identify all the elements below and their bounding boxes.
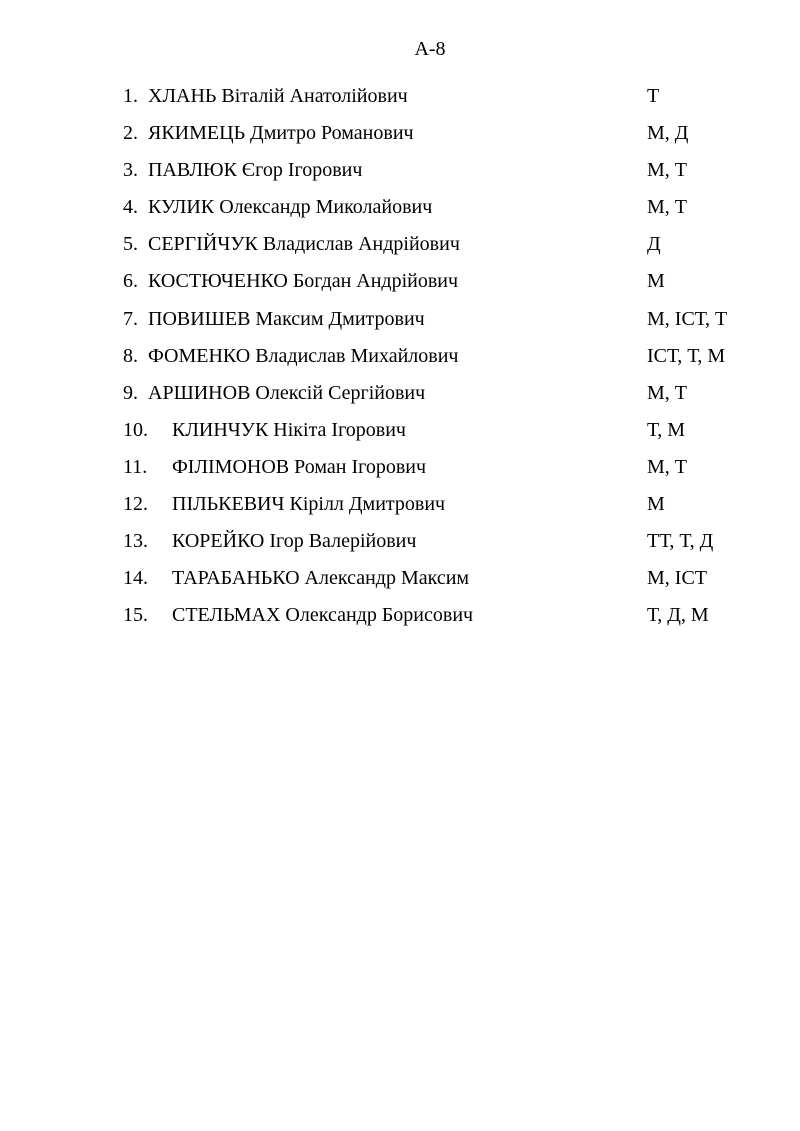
student-name: ФОМЕНКО Владислав Михайлович [148, 344, 459, 367]
subject-codes: М [647, 493, 665, 516]
subject-codes: Т [647, 85, 660, 107]
list-item [0, 84, 800, 121]
student-name: СТЕЛЬМАХ Олександр Борисович [172, 604, 474, 627]
list-item [0, 307, 800, 344]
list-item [0, 269, 800, 306]
student-name: АРШИНОВ Олексій Сергійович [148, 381, 426, 404]
item-number: 1. [123, 85, 138, 107]
list-item [0, 344, 800, 381]
student-name: ПОВИШЕВ Максим Дмитрович [148, 307, 425, 330]
list-item [0, 121, 800, 158]
item-number: 15. [123, 604, 148, 627]
item-number: 8. [123, 344, 138, 367]
item-number: 5. [123, 233, 138, 256]
student-name: ТАРАБАНЬКО Александр Максим [172, 567, 470, 590]
list-item [0, 381, 800, 418]
item-number: 9. [123, 381, 138, 404]
subject-codes: М, Т [647, 159, 687, 182]
list-item [0, 492, 800, 529]
subject-codes: М, Т [647, 455, 687, 478]
list-item [0, 158, 800, 195]
page-title: А-8 [414, 38, 446, 60]
item-number: 10. [123, 418, 148, 441]
subject-codes: ТТ, Т, Д [647, 530, 714, 553]
list-item [0, 455, 800, 492]
item-number: 11. [123, 455, 148, 478]
subject-codes: М, ІСТ, Т [647, 307, 728, 330]
subject-codes: Т, М [647, 418, 685, 441]
student-name: ХЛАНЬ Віталій Анатолійович [148, 85, 408, 107]
subject-codes: М, ІСТ [647, 567, 707, 590]
student-name: ФІЛІМОНОВ Роман Ігорович [172, 455, 427, 478]
item-number: 14. [123, 567, 148, 590]
item-number: 7. [123, 307, 138, 330]
student-list [0, 84, 800, 640]
subject-codes: М, Д [647, 122, 689, 145]
list-item [0, 529, 800, 566]
item-number: 6. [123, 270, 138, 293]
item-number: 4. [123, 196, 138, 219]
student-name: СЕРГІЙЧУК Владислав Андрійович [148, 233, 460, 256]
item-number: 12. [123, 493, 148, 516]
student-name: КОСТЮЧЕНКО Богдан Андрійович [148, 270, 459, 293]
student-name: ПІЛЬКЕВИЧ Кірілл Дмитрович [172, 493, 446, 516]
subject-codes: Д [647, 233, 661, 256]
list-item [0, 418, 800, 455]
subject-codes: М [647, 270, 665, 293]
item-number: 2. [123, 122, 138, 145]
subject-codes: М, Т [647, 196, 687, 219]
subject-codes: Т, Д, М [647, 604, 709, 627]
list-item [0, 603, 800, 640]
student-name: КЛИНЧУК Нікіта Ігорович [172, 418, 406, 441]
subject-codes: М, Т [647, 381, 687, 404]
list-item [0, 232, 800, 269]
list-item [0, 195, 800, 232]
student-name: КУЛИК Олександр Миколайович [148, 196, 433, 219]
student-name: КОРЕЙКО Ігор Валерійович [172, 530, 417, 553]
item-number: 3. [123, 159, 138, 182]
subject-codes: ІСТ, Т, М [647, 344, 726, 367]
item-number: 13. [123, 530, 148, 553]
student-name: ПАВЛЮК Єгор Ігорович [148, 159, 363, 182]
list-item [0, 566, 800, 603]
student-name: ЯКИМЕЦЬ Дмитро Романович [148, 122, 414, 145]
